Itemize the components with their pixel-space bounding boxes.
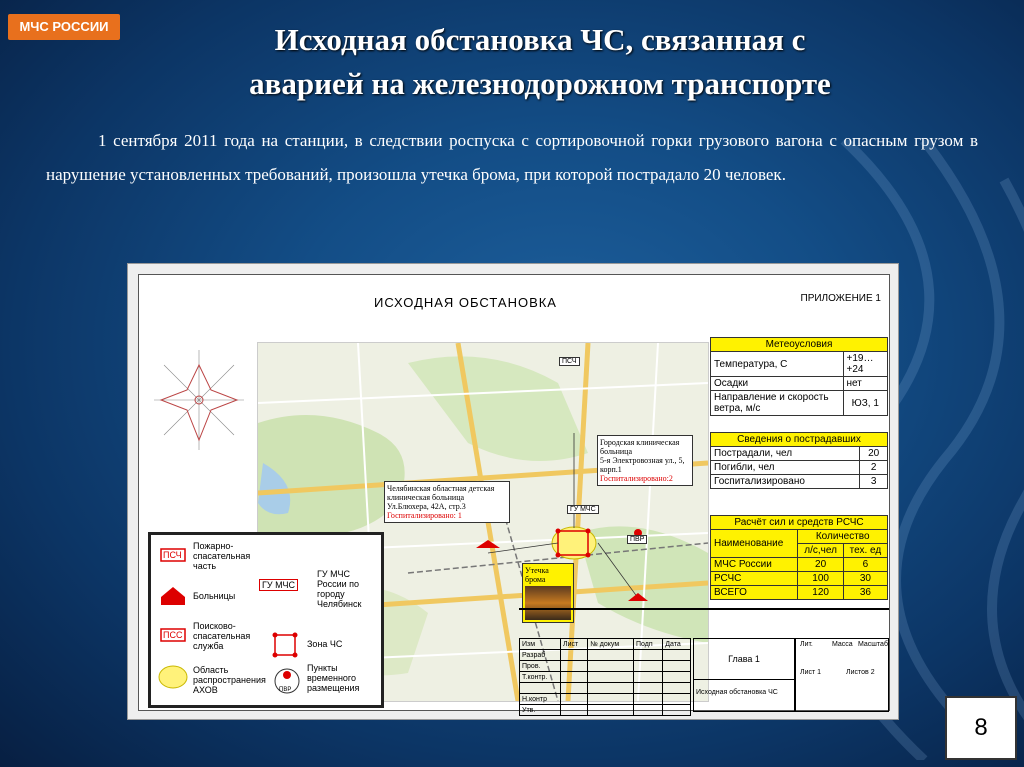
forces-col-people: л/с,чел [798,544,843,558]
victims-dead-value: 2 [860,461,888,475]
forces-row-people: 120 [798,586,843,600]
meteo-precip-label: Осадки [711,377,844,391]
victims-hosp-value: 3 [860,475,888,489]
legend-hospital-text: Больницы [193,591,236,601]
stamp-row-label: Н.контр [520,694,561,705]
meteo-header: Метеоусловия [711,338,888,352]
hospital2-hospitalized: Госпитализировано:2 [600,474,673,483]
meteo-temp-value: +19…+24 [843,352,887,377]
stamp-mass: Масса [832,641,853,648]
meteo-wind-value: ЮЗ, 1 [843,391,887,416]
meteo-table [710,337,888,416]
forces-table [710,515,888,600]
pvr-marker: ПВР [627,535,647,544]
appendix-label: ПРИЛОЖЕНИЕ 1 [800,293,881,304]
slide-title [150,18,930,106]
hospital1-callout [384,481,510,523]
title-line-1: Исходная обстановка ЧС, связанная с [274,22,806,57]
hospital2-callout [597,435,693,486]
forces-col-qty: Количество [798,530,888,544]
page-number: 8 [945,696,1017,760]
stamp-sheet: Лист 1 [800,669,822,676]
title-block-stamp [519,608,889,712]
legend-pss-text: Поисково-спасательная служба [193,621,251,651]
forces-col-name: Наименование [711,530,798,558]
mchs-logo: МЧС РОССИИ [8,14,120,40]
hospital1-hospitalized: Госпитализировано: 1 [387,511,462,520]
stamp-col: Лист [561,639,588,650]
victims-hosp-label: Госпитализировано [711,475,860,489]
stamp-row-label [520,683,561,694]
legend-gu-text: ГУ МЧС России по городу Челябинск [317,569,362,609]
forces-row-name: МЧС России [711,558,798,572]
stamp-col: Подп [634,639,663,650]
forces-row-people: 20 [798,558,843,572]
forces-row-people: 100 [798,572,843,586]
stamp-sheets: Листов 2 [846,669,875,676]
legend-zone-text: Зона ЧС [307,639,343,649]
meteo-wind-label: Направление и скорость ветра, м/с [711,391,844,416]
legend-gu-label: ГУ МЧС [259,579,298,591]
forces-header: Расчёт сил и средств РСЧС [711,516,888,530]
map-legend [148,532,384,708]
victims-injured-label: Пострадали, чел [711,447,860,461]
stamp-col: Изм [520,639,561,650]
forces-row-name: ВСЕГО [711,586,798,600]
leak-label: Утечка брома [525,566,549,584]
legend-psch-text: Пожарно-спасательная часть [193,541,251,571]
map-sheet [138,274,890,714]
meteo-temp-label: Температура, С [711,352,844,377]
legend-pvr-label: ПВР [279,687,292,693]
stamp-right-cell [795,638,889,712]
stamp-row-label: Разраб [520,650,561,661]
situation-map-figure [127,263,899,720]
legend-pss-label: ПСС [163,630,183,640]
stamp-row-label: Пров. [520,661,561,672]
meteo-precip-value: нет [843,377,887,391]
stamp-col: № докум [588,639,634,650]
victims-table [710,432,888,489]
stamp-col: Дата [663,639,691,650]
stamp-row-label: Т.контр. [520,672,561,683]
legend-area-text: Область распространения АХОВ [193,665,266,695]
stamp-lit: Лит. [800,641,813,648]
wind-rose-icon [149,345,249,455]
title-line-2: аварией на железнодорожном транспорте [249,66,831,101]
hospital2-name: Городская клиническая больница [600,438,680,456]
hospital1-name: Челябинская областная детская клиническая больница [387,484,495,502]
forces-row-name: РСЧС [711,572,798,586]
victims-header: Сведения о пострадавших [711,433,888,447]
victims-dead-label: Погибли, чел [711,461,860,475]
stamp-chapter: Глава 1 [694,639,794,680]
gu-mchs-marker: ГУ МЧС [567,505,599,514]
forces-row-tech: 6 [843,558,887,572]
hospital2-address: 5-я Электровозная ул., 5, корп.1 [600,456,685,474]
stamp-signatures-table [519,638,691,716]
description-paragraph: 1 сентября 2011 года на станции, в следствии роспуска с сортировочной горки грузового вагона с опасным грузом в нарушение установленных требований, произошла утечка брома, при которой пострадало 20 человек. [46,131,978,184]
legend-psch-label: ПСЧ [163,550,182,560]
stamp-center-cell [693,638,795,712]
stamp-row-label: Утв. [520,705,561,716]
legend-pvr-text: Пункты временного размещения [307,663,360,693]
hospital1-address: Ул.Блюхера, 42А, стр.3 [387,502,466,511]
sheet-title: ИСХОДНАЯ ОБСТАНОВКА [374,295,557,310]
forces-row-tech: 30 [843,572,887,586]
stamp-scale: Масштаб [858,641,888,648]
forces-row-tech: 36 [843,586,887,600]
stamp-doc-title: Исходная обстановка ЧС [696,689,778,696]
forces-col-tech: тех. ед [843,544,887,558]
victims-injured-value: 20 [860,447,888,461]
psch-marker: ПСЧ [559,357,580,366]
